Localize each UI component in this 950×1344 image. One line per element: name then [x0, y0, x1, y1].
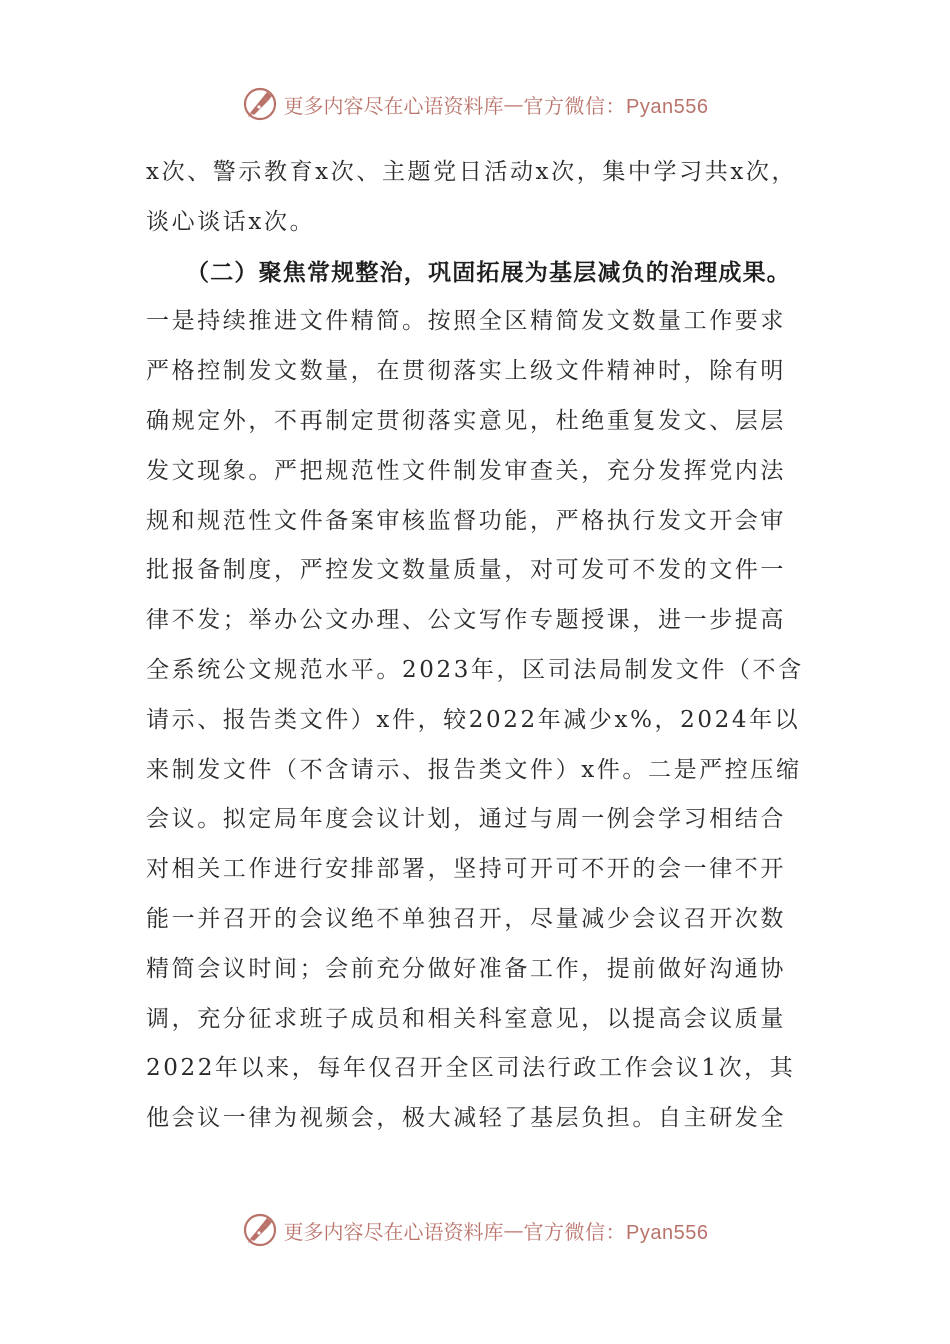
text-line: 对相关工作进行安排部署，坚持可开可不开的会一律不开: [146, 856, 786, 883]
text-line: x次、警示教育x次、主题党日活动x次，集中学习共x次，: [146, 159, 798, 185]
text-line: 调，充分征求班子成员和相关科室意见，以提高会议质量: [146, 1005, 786, 1032]
watermark-wechat-text: 官方微信：Pyan556: [523, 95, 709, 118]
watermark-dash: —: [503, 92, 524, 116]
pen-nib-logo-icon: [242, 1212, 278, 1248]
text-line: 请示、报告类文件）x件，较2022年减少x%，2024年以: [146, 706, 801, 733]
text-line: 会议。拟定局年度会议计划，通过与周一例会学习相结合: [146, 806, 786, 833]
text-line: 发文现象。严把规范性文件制发审查关，充分发挥党内法: [146, 457, 786, 484]
section-heading: （二）聚焦常规整治，巩固拓展为基层减负的治理成果。: [186, 258, 791, 286]
watermark-wechat-text: 官方微信：Pyan556: [523, 1221, 709, 1244]
footer-watermark: [0, 1208, 950, 1252]
text-line: 他会议一律为视频会，极大减轻了基层负担。自主研发全: [146, 1105, 786, 1132]
watermark-dash: —: [503, 1218, 524, 1242]
text-line: 全系统公文规范水平。2023年，区司法局制发文件（不含: [146, 656, 804, 683]
text-line: 谈心谈话x次。: [146, 208, 316, 235]
text-line: 规和规范性文件备案审核监督功能，严格执行发文开会审: [146, 507, 786, 534]
watermark-brand-text: 更多内容尽在心语资料库: [283, 1219, 504, 1244]
text-line: 2022年以来，每年仅召开全区司法行政工作会议1次，其: [146, 1055, 796, 1082]
text-line: 能一并召开的会议绝不单独召开，尽量减少会议召开次数: [146, 905, 786, 932]
text-line: 批报备制度，严控发文数量质量，对可发可不发的文件一: [146, 557, 786, 584]
text-line: 精简会议时间；会前充分做好准备工作，提前做好沟通协: [146, 955, 786, 982]
watermark-brand-text: 更多内容尽在心语资料库: [283, 93, 504, 118]
text-line: 来制发文件（不含请示、报告类文件）x件。二是严控压缩: [146, 756, 802, 783]
text-line: 律不发；举办公文办理、公文写作专题授课，进一步提高: [146, 607, 786, 634]
text-line: 严格控制发文数量，在贯彻落实上级文件精神时，除有明: [146, 358, 786, 385]
document-body: [146, 148, 816, 1144]
text-line: 确规定外，不再制定贯彻落实意见，杜绝重复发文、层层: [146, 407, 786, 434]
pen-nib-logo-icon: [242, 86, 278, 122]
header-watermark: [0, 82, 950, 126]
text-line: 一是持续推进文件精简。按照全区精简发文数量工作要求: [146, 308, 786, 335]
